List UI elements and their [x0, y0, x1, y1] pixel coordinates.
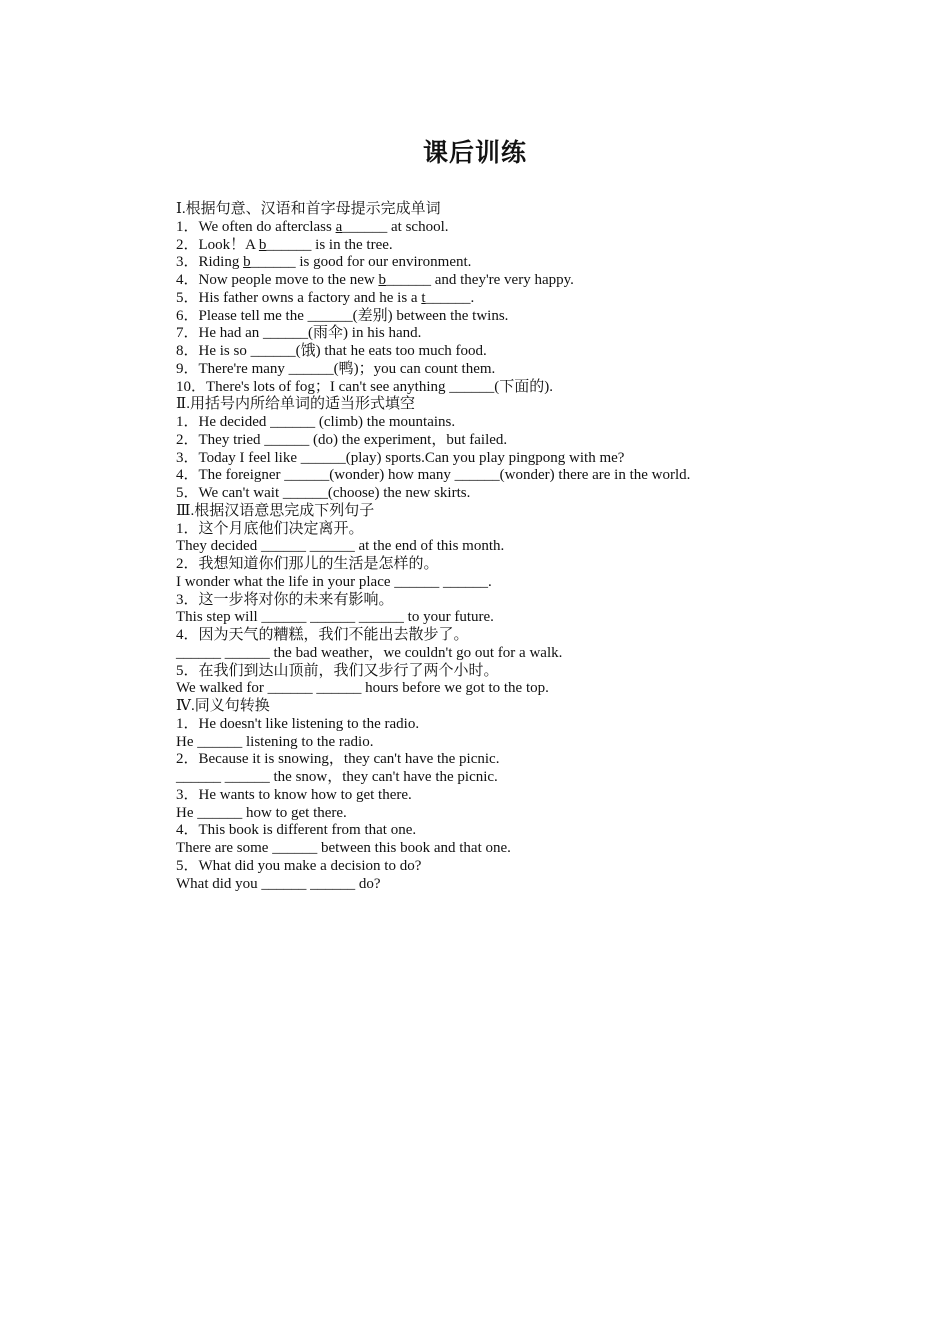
- line-text: He ______ how to get there.: [176, 804, 347, 821]
- section-heading: [176, 396, 896, 414]
- line-text: 4．The foreigner ______(wonder) how many ______(wonder) there are in the world.: [176, 467, 691, 484]
- exercise-line: [176, 787, 896, 805]
- line-text: Ⅳ.同义句转换: [176, 698, 270, 714]
- line-text: 1．He doesn't like listening to the radio.: [176, 715, 420, 732]
- line-text: 4．因为天气的糟糕，我们不能出去散步了。: [176, 627, 469, 643]
- exercise-line: [176, 822, 896, 840]
- line-text: 6．Please tell me the ______(差别) between the twins.: [176, 307, 509, 324]
- exercise-line: [176, 379, 896, 397]
- exercise-line: [176, 325, 896, 343]
- line-text: I wonder what the life in your place ______ ______.: [176, 573, 492, 590]
- page-title: 课后训练: [422, 138, 527, 167]
- line-text: 7．He had an ______(雨伞) in his hand.: [176, 325, 422, 342]
- line-text: 2．我想知道你们那儿的生活是怎样的。: [176, 556, 439, 572]
- line-text: 9．There're many ______(鸭)；you can count them.: [176, 360, 496, 377]
- exercise-line: [176, 432, 896, 450]
- exercise-line: [176, 734, 896, 752]
- exercise-line: [176, 716, 896, 734]
- line-text: 3．Today I feel like ______(play) sports.Can you play pingpong with me?: [176, 449, 625, 466]
- initial-letter-hint: b: [378, 272, 386, 288]
- exercise-line: [176, 680, 896, 698]
- line-text: ______ and they're very happy.: [385, 272, 574, 288]
- exercise-content: [176, 201, 896, 893]
- line-text: 3．He wants to know how to get there.: [176, 786, 412, 803]
- line-text: 2．Because it is snowing，they can't have the picnic.: [176, 751, 500, 768]
- exercise-line: [176, 290, 896, 308]
- line-text: ______ at school.: [342, 218, 449, 235]
- line-text: 4．This book is different from that one.: [176, 822, 417, 839]
- section-heading: [176, 201, 896, 219]
- line-text: There are some ______ between this book and that one.: [176, 840, 511, 856]
- line-text: 1．He decided ______ (climb) the mountains.: [176, 414, 456, 430]
- section-heading: [176, 503, 896, 521]
- line-text: We walked for ______ ______ hours before we got to the top.: [176, 680, 549, 697]
- exercise-line: [176, 467, 896, 485]
- exercise-line: [176, 219, 896, 237]
- exercise-line: [176, 751, 896, 769]
- line-text: ______ ______ the snow，they can't have the picnic.: [176, 769, 498, 785]
- line-text: 5．What did you make a decision to do?: [176, 857, 422, 874]
- line-text: What did you ______ ______ do?: [176, 875, 381, 892]
- exercise-line: [176, 556, 896, 574]
- exercise-line: [176, 237, 896, 255]
- initial-letter-hint: b: [258, 236, 267, 253]
- exercise-line: [176, 272, 896, 290]
- line-text: Ⅱ.用括号内所给单词的适当形式填空: [176, 396, 415, 413]
- line-text: ______ is good for our environment.: [250, 254, 472, 271]
- initial-letter-hint: a: [335, 218, 343, 235]
- exercise-line: [176, 538, 896, 556]
- line-text: 5．在我们到达山顶前，我们又步行了两个小时。: [176, 662, 499, 679]
- exercise-line: [176, 645, 896, 663]
- line-text: 4．Now people move to the new: [176, 272, 379, 288]
- exercise-line: [176, 343, 896, 361]
- line-text: 1．We often do afterclass: [176, 218, 336, 235]
- line-text: 2．They tried ______ (do) the experiment，but failed.: [176, 431, 508, 448]
- line-text: This step will ______ ______ ______ to your future.: [176, 609, 494, 626]
- exercise-line: [176, 521, 896, 539]
- exercise-line: [176, 769, 896, 787]
- line-text: 2．Look！A: [176, 236, 259, 253]
- line-text: ______ ______ the bad weather，we couldn't go out for a walk.: [176, 644, 563, 661]
- initial-letter-hint: b: [243, 254, 251, 271]
- line-text: ______ is in the tree.: [266, 236, 393, 253]
- line-text: 1．这个月底他们决定离开。: [176, 520, 364, 537]
- exercise-line: [176, 627, 896, 645]
- exercise-line: [176, 840, 896, 858]
- exercise-line: [176, 414, 896, 432]
- initial-letter-hint: t: [421, 289, 426, 306]
- line-text: They decided ______ ______ at the end of this month.: [176, 538, 505, 555]
- line-text: He ______ listening to the radio.: [176, 733, 374, 750]
- line-text: 5．His father owns a factory and he is a: [176, 289, 422, 306]
- exercise-line: [176, 805, 896, 823]
- line-text: 3．这一步将对你的未来有影响。: [176, 591, 394, 608]
- exercise-line: [176, 308, 896, 326]
- exercise-line: [176, 663, 896, 681]
- line-text: ______.: [425, 289, 475, 306]
- line-text: 8．He is so ______(饿) that he eats too much food.: [176, 343, 487, 359]
- exercise-line: [176, 592, 896, 610]
- exercise-line: [176, 609, 896, 627]
- section-heading: [176, 698, 896, 716]
- line-text: Ⅲ.根据汉语意思完成下列句子: [176, 502, 375, 519]
- exercise-line: [176, 574, 896, 592]
- exercise-line: [176, 876, 896, 894]
- line-text: Ⅰ.根据句意、汉语和首字母提示完成单词: [176, 201, 441, 217]
- exercise-line: [176, 485, 896, 503]
- line-text: 5．We can't wait ______(choose) the new skirts.: [176, 485, 471, 501]
- exercise-line: [176, 254, 896, 272]
- line-text: 10．There's lots of fog；I can't see anything ______(下面的).: [176, 378, 553, 395]
- exercise-line: [176, 450, 896, 468]
- exercise-line: [176, 361, 896, 379]
- exercise-line: [176, 858, 896, 876]
- line-text: 3．Riding: [176, 254, 244, 271]
